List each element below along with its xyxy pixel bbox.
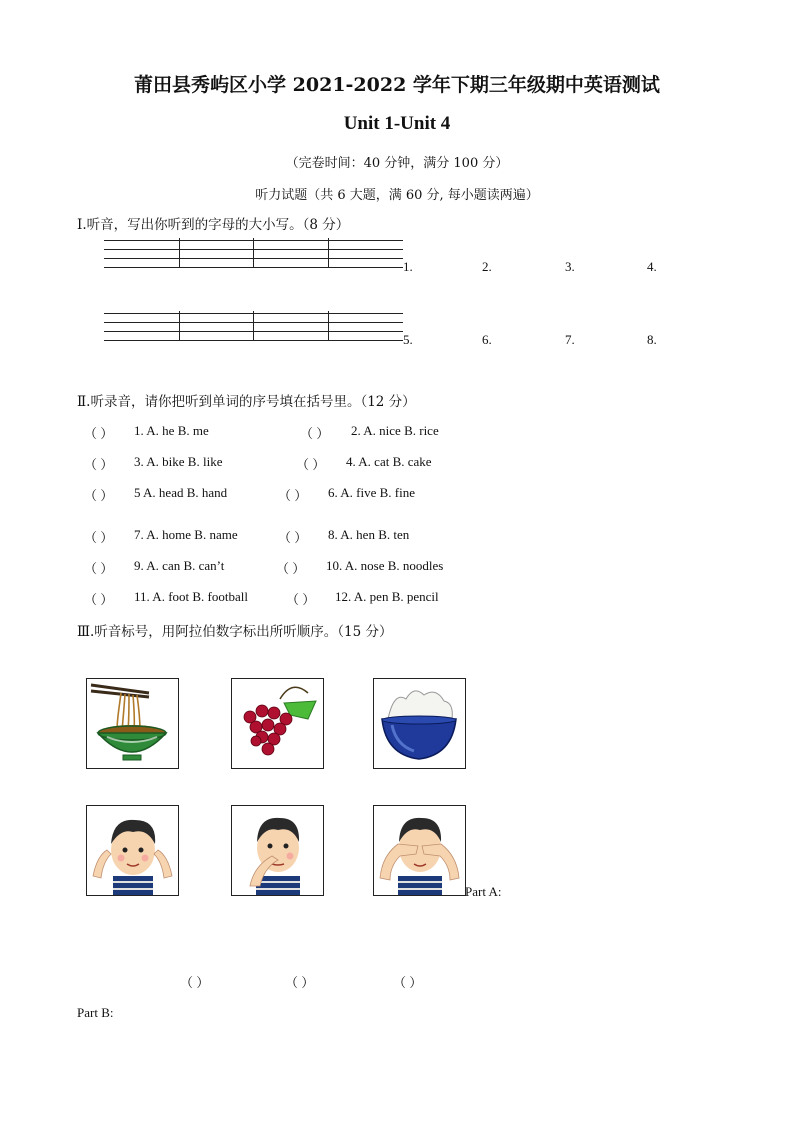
- answer-bracket-8[interactable]: （ ）: [278, 530, 308, 545]
- answer-bracket-6[interactable]: （ ）: [278, 488, 308, 503]
- answer-bracket-3[interactable]: （ ）: [84, 457, 114, 472]
- answer-bracket-picture-1[interactable]: （ ）: [180, 975, 210, 990]
- word-choice-5: 5 A. head B. hand: [134, 485, 228, 500]
- time-info: （完卷时间：40 分钟，满分 100 分）: [285, 156, 509, 171]
- answer-bracket-12[interactable]: （ ）: [286, 592, 316, 607]
- word-choice-12: 12. A. pen B. pencil: [335, 589, 439, 604]
- word-choice-7: 7. A. home B. name: [134, 527, 238, 542]
- word-choice-8: 8. A. hen B. ten: [328, 527, 410, 542]
- letter-number-5: 5.: [403, 332, 413, 347]
- answer-bracket-2[interactable]: （ ）: [300, 426, 330, 441]
- listening-info: 听力试题（共 6 大题，满 60 分, 每小题读两遍）: [255, 188, 539, 203]
- answer-bracket-7[interactable]: （ ）: [84, 530, 114, 545]
- word-choice-6: 6. A. five B. fine: [328, 485, 416, 500]
- answer-bracket-9[interactable]: （ ）: [84, 561, 114, 576]
- part-b-label: Part B:: [77, 1005, 114, 1020]
- writing-lines-row2: [104, 313, 403, 349]
- answer-bracket-10[interactable]: （ ）: [276, 561, 306, 576]
- word-choice-3: 3. A. bike B. like: [134, 454, 223, 469]
- boy-eyes-picture: [373, 805, 466, 896]
- letter-number-8: 8.: [647, 332, 657, 347]
- letter-number-1: 1.: [403, 259, 413, 274]
- word-choice-9: 9. A. can B. can’t: [134, 558, 225, 573]
- letter-number-6: 6.: [482, 332, 492, 347]
- word-choice-10: 10. A. nose B. noodles: [326, 558, 444, 573]
- letter-number-7: 7.: [565, 332, 575, 347]
- writing-lines-row1: [104, 240, 403, 276]
- answer-bracket-4[interactable]: （ ）: [296, 457, 326, 472]
- word-choice-11: 11. A. foot B. football: [134, 589, 248, 604]
- word-choice-2: 2. A. nice B. rice: [351, 423, 439, 438]
- answer-bracket-5[interactable]: （ ）: [84, 488, 114, 503]
- rice-picture: [373, 678, 466, 769]
- letter-number-2: 2.: [482, 259, 492, 274]
- boy-nose-picture: [231, 805, 324, 896]
- section1-heading: Ⅰ.听音，写出你听到的字母的大小写。（8 分）: [77, 217, 350, 233]
- section3-heading: Ⅲ.听音标号，用阿拉伯数字标出所听顺序。（15 分）: [77, 624, 393, 640]
- noodles-picture: [86, 678, 179, 769]
- section2-heading: Ⅱ.听录音，请你把听到单词的序号填在括号里。（12 分）: [77, 394, 416, 410]
- grapes-picture: [231, 678, 324, 769]
- page-title: 莆田县秀屿区小学 2021-2022 学年下期三年级期中英语测试: [134, 74, 660, 96]
- boy-ears-picture: [86, 805, 179, 896]
- word-choice-1: 1. A. he B. me: [134, 423, 209, 438]
- letter-number-3: 3.: [565, 259, 575, 274]
- word-choice-4: 4. A. cat B. cake: [346, 454, 432, 469]
- letter-number-4: 4.: [647, 259, 657, 274]
- page-subtitle: Unit 1-Unit 4: [343, 113, 451, 134]
- answer-bracket-picture-3[interactable]: （ ）: [393, 975, 423, 990]
- part-a-label: Part A:: [465, 884, 502, 899]
- answer-bracket-1[interactable]: （ ）: [84, 426, 114, 441]
- answer-bracket-picture-2[interactable]: （ ）: [285, 975, 315, 990]
- answer-bracket-11[interactable]: （ ）: [84, 592, 114, 607]
